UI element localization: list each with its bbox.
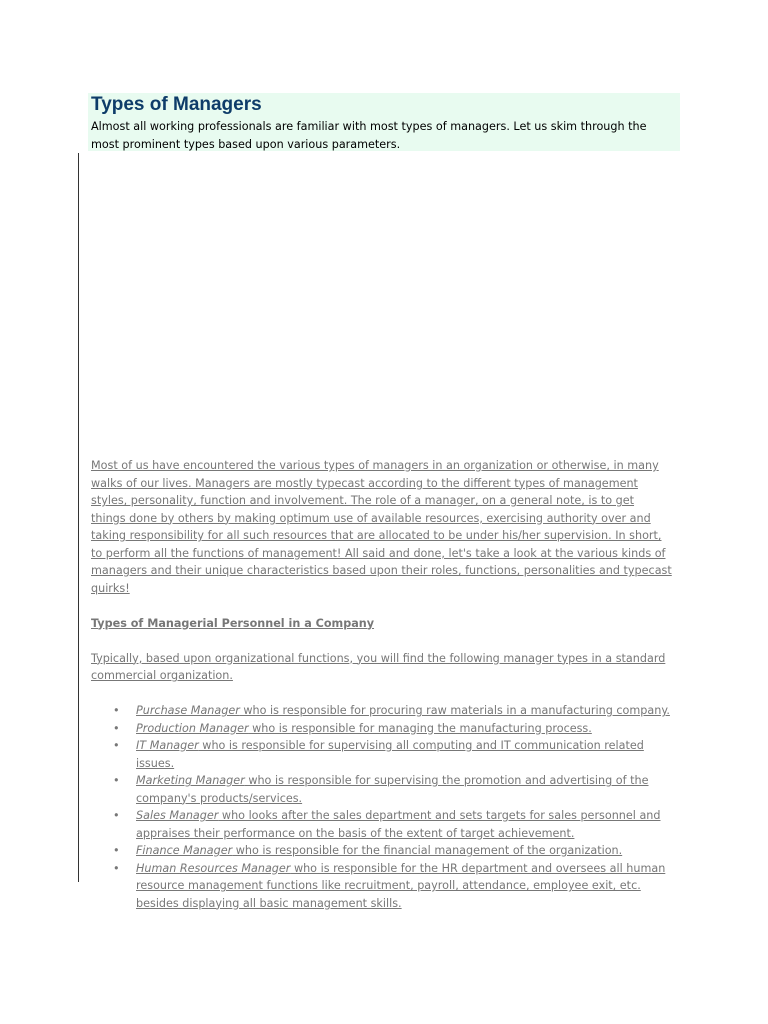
manager-role: Human Resources Manager — [136, 861, 291, 875]
bullet-icon: • — [113, 844, 120, 857]
manager-desc: who is responsible for procuring raw materials in a manufacturing company. — [239, 704, 670, 717]
intro-text: Almost all working professionals are familiar with most types of managers. Let us skim through the most prominent types based upon various parameters. — [91, 120, 647, 151]
list-item[interactable] — [91, 737, 691, 772]
list-item[interactable] — [91, 842, 691, 860]
header-box — [88, 93, 680, 151]
section-heading[interactable]: Types of Managerial Personnel in a Company — [91, 616, 375, 630]
manager-role: IT Manager — [136, 739, 199, 752]
bullet-icon: • — [113, 861, 120, 875]
list-item[interactable] — [91, 702, 691, 720]
article-body — [91, 457, 691, 912]
manager-role: Purchase Manager — [136, 704, 240, 717]
bullet-icon: • — [113, 739, 120, 752]
manager-desc: who looks after the sales department and sets targets for sales personnel and appraises their performance on the basis of the extent of target achievement. — [136, 809, 661, 840]
bullet-icon: • — [113, 704, 120, 717]
section-intro[interactable]: Typically, based upon organizational functions, you will find the following manager types in a standard commercial organization. — [91, 651, 666, 682]
list-item[interactable] — [91, 860, 691, 913]
manager-role: Marketing Manager — [136, 774, 245, 787]
bullet-icon: • — [113, 774, 120, 787]
intro-paragraph[interactable]: Most of us have encountered the various types of managers in an organization or otherwise, in many walks of our lives. Managers are mostly typecast according to the different types of management styles, personality, function and involvement. The role of a manager, on a general note, is to get things done by others by making optimum use of available resources, exercising authority over and taking responsibility for all such resources that are allocated to be under his/her supervision. In short, to perform all the functions of management! All said and done, let's take a look at the various kinds of managers and their unique characteristics based upon their roles, functions, personalities and typecast quirks! — [91, 459, 672, 595]
manager-role: Production Manager — [136, 721, 249, 735]
list-item[interactable] — [91, 720, 691, 738]
manager-desc: who is responsible for managing the manufacturing process. — [248, 721, 592, 735]
manager-desc: who is responsible for supervising the promotion and advertising of the company's products/services. — [136, 774, 649, 805]
page-title: Types of Managers — [91, 94, 262, 115]
list-item[interactable] — [91, 807, 691, 842]
bullet-icon: • — [113, 809, 120, 822]
manager-role: Sales Manager — [136, 809, 219, 822]
bullet-icon: • — [113, 721, 120, 735]
left-divider — [78, 153, 79, 882]
manager-desc: who is responsible for the HR department and oversees all human resource management functions like recruitment, payroll, attendance, employee exit, etc. besides displaying all basic management skills. — [136, 861, 666, 910]
manager-desc: who is responsible for the financial management of the organization. — [232, 844, 623, 857]
list-item[interactable] — [91, 772, 691, 807]
manager-role: Finance Manager — [136, 844, 233, 857]
manager-desc: who is responsible for supervising all computing and IT communication related issues. — [136, 739, 644, 770]
manager-list — [91, 702, 691, 912]
